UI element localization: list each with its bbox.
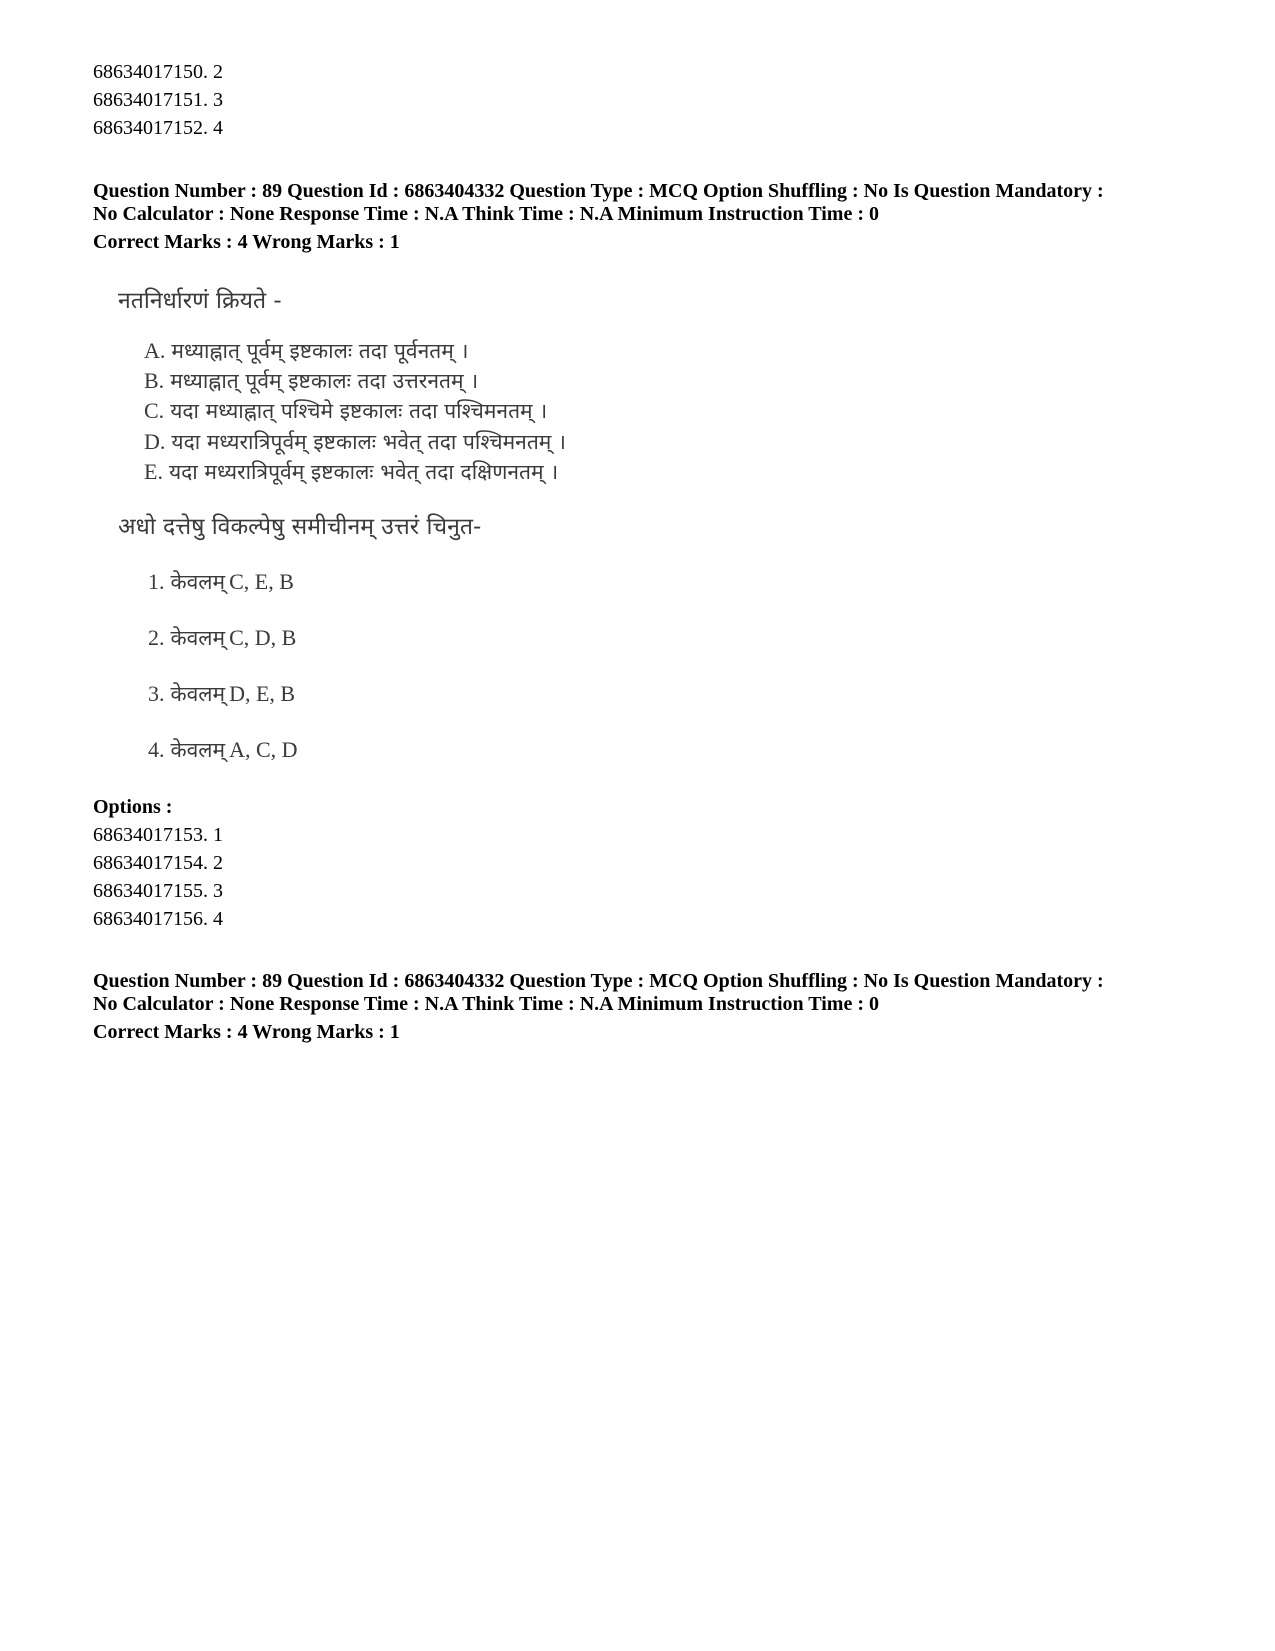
choice-number: 2. bbox=[148, 625, 165, 650]
statement-e bbox=[144, 458, 558, 486]
question-image bbox=[118, 286, 678, 806]
choice-letters: C, D, B bbox=[229, 625, 297, 650]
choice-number: 3. bbox=[148, 681, 165, 706]
question-instruction: अधो दत्तेषु विकल्पेषु समीचीनम् उत्तरं चिनुत- bbox=[118, 514, 482, 540]
choice-word: केवलम् bbox=[170, 626, 226, 650]
statement-label: A. bbox=[144, 338, 166, 363]
options-label: Options : bbox=[93, 796, 173, 818]
statement-label: E. bbox=[144, 459, 163, 484]
next-question-header-line2: No Calculator : None Response Time : N.A Think Time : N.A Minimum Instruction Time : 0 bbox=[93, 993, 879, 1015]
question-stem: नतनिर्धारणं क्रियते - bbox=[118, 288, 282, 314]
option-1: 68634017153. 1 bbox=[93, 824, 223, 846]
statement-text: यदा मध्याह्नात् पश्चिमे इष्टकालः तदा पश्चिमनतम् । bbox=[170, 399, 548, 423]
statement-d bbox=[144, 428, 566, 456]
choice-1 bbox=[148, 568, 294, 596]
option-2: 68634017154. 2 bbox=[93, 852, 223, 874]
next-question-marks: Correct Marks : 4 Wrong Marks : 1 bbox=[93, 1021, 400, 1043]
question-header-line1: Question Number : 89 Question Id : 6863404332 Question Type : MCQ Option Shuffling : No Is Question Mandatory : bbox=[93, 180, 1104, 202]
question-header-line2: No Calculator : None Response Time : N.A Think Time : N.A Minimum Instruction Time : 0 bbox=[93, 203, 879, 225]
statement-label: D. bbox=[144, 429, 166, 454]
choice-number: 1. bbox=[148, 569, 165, 594]
choice-letters: D, E, B bbox=[229, 681, 296, 706]
choice-letters: A, C, D bbox=[229, 737, 298, 762]
statement-c bbox=[144, 397, 547, 425]
statement-text: मध्याह्नात् पूर्वम् इष्टकालः तदा उत्तरनतम् । bbox=[170, 369, 479, 393]
choice-number: 4. bbox=[148, 737, 165, 762]
question-marks: Correct Marks : 4 Wrong Marks : 1 bbox=[93, 231, 400, 253]
choice-2 bbox=[148, 624, 296, 652]
statement-a bbox=[144, 337, 468, 365]
statement-text: यदा मध्यरात्रिपूर्वम् इष्टकालः भवेत् तदा दक्षिणनतम् । bbox=[168, 460, 559, 484]
choice-3 bbox=[148, 680, 295, 708]
choice-word: केवलम् bbox=[170, 682, 226, 706]
statement-text: मध्याह्नात् पूर्वम् इष्टकालः तदा पूर्वनतम् । bbox=[171, 339, 469, 363]
choice-letters: C, E, B bbox=[229, 569, 294, 594]
statement-label: C. bbox=[144, 398, 165, 423]
next-question-header-line1: Question Number : 89 Question Id : 6863404332 Question Type : MCQ Option Shuffling : No Is Question Mandatory : bbox=[93, 970, 1104, 992]
choice-4 bbox=[148, 736, 298, 764]
prev-option-2: 68634017150. 2 bbox=[93, 61, 223, 83]
statement-label: B. bbox=[144, 368, 165, 393]
statement-text: यदा मध्यरात्रिपूर्वम् इष्टकालः भवेत् तदा पश्चिमनतम् । bbox=[171, 430, 566, 454]
choice-word: केवलम् bbox=[170, 570, 226, 594]
statement-b bbox=[144, 367, 478, 395]
prev-option-3: 68634017151. 3 bbox=[93, 89, 223, 111]
option-3: 68634017155. 3 bbox=[93, 880, 223, 902]
prev-option-4: 68634017152. 4 bbox=[93, 117, 223, 139]
choice-word: केवलम् bbox=[170, 738, 226, 762]
option-4: 68634017156. 4 bbox=[93, 908, 223, 930]
